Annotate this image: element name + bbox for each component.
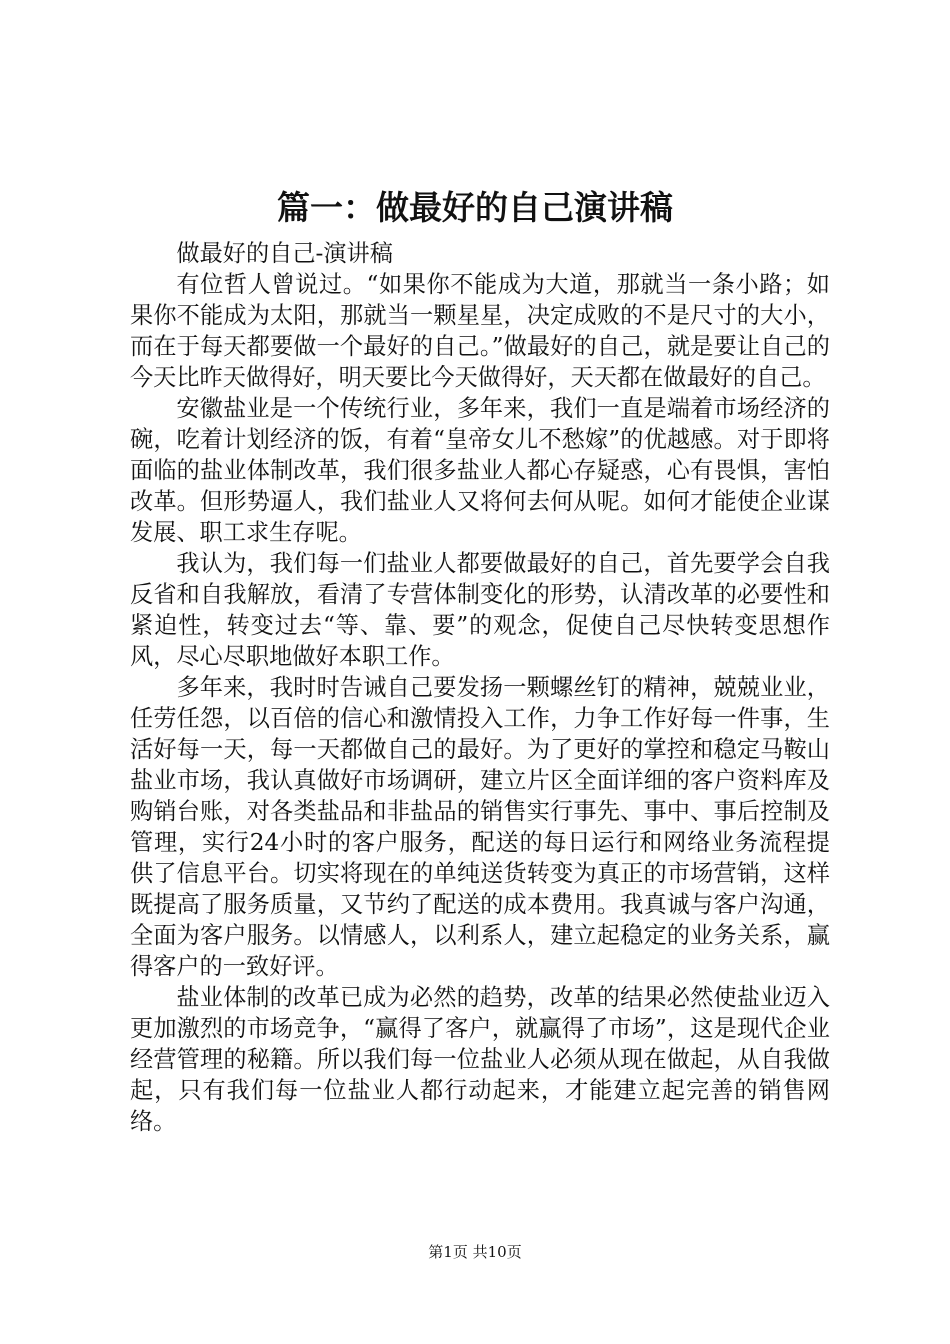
paragraph: 盐业体制的改革已成为必然的趋势，改革的结果必然使盐业迈入更加激烈的市场竞争，“赢得了客户，就赢得了市场”，这是现代企业经营管理的秘籍。所以我们每一位盐业人必须从现在做起，从自我做起，只有我们每一位盐业人都行动起来，才能建立起完善的销售网络。 [130,984,830,1135]
paragraph: 有位哲人曾说过。“如果你不能成为大道，那就当一条小路；如果你不能成为太阳，那就当一颗星星，决定成败的不是尺寸的大小，而在于每天都要做一个最好的自己。”做最好的自己，就是要让自己的今天比昨天做得好，明天要比今天做得好，天天都在做最好的自己。 [130,271,830,391]
subtitle-paragraph: 做最好的自己-演讲稿 [176,240,393,267]
document-title: 篇一：做最好的自己演讲稿 [277,188,673,227]
paragraph: 我认为，我们每一们盐业人都要做最好的自己，首先要学会自我反省和自我解放，看清了专营体制变化的形势，认清改革的必要性和紧迫性，转变过去“等、靠、要”的观念，促使自己尽快转变思想作风，尽心尽职地做好本职工作。 [130,550,830,670]
document-body [130,238,830,1137]
page-number-footer: 第1页 共10页 [428,1243,522,1261]
paragraph: 多年来，我时时告诫自己要发扬一颗螺丝钉的精神，兢兢业业，任劳任怨，以百倍的信心和激情投入工作，力争工作好每一件事，生活好每一天，每一天都做自己的最好。为了更好的掌控和稳定马鞍山盐业市场，我认真做好市场调研，建立片区全面详细的客户资料库及购销台账，对各类盐品和非盐品的销售实行事先、事中、事后控制及管理，实行24小时的客户服务，配送的每日运行和网络业务流程提供了信息平台。切实将现在的单纯送货转变为真正的市场营销，这样既提高了服务质量，又节约了配送的成本费用。我真诚与客户沟通，全面为客户服务。以情感人，以利系人，建立起稳定的业务关系，赢得客户的一致好评。 [130,674,830,980]
paragraph: 安徽盐业是一个传统行业，多年来，我们一直是端着市场经济的碗，吃着计划经济的饭，有着“皇帝女儿不愁嫁”的优越感。对于即将面临的盐业体制改革，我们很多盐业人都心存疑惑，心有畏惧，害怕改革。但形势逼人，我们盐业人又将何去何从呢。如何才能使企业谋发展、职工求生存呢。 [130,395,830,546]
